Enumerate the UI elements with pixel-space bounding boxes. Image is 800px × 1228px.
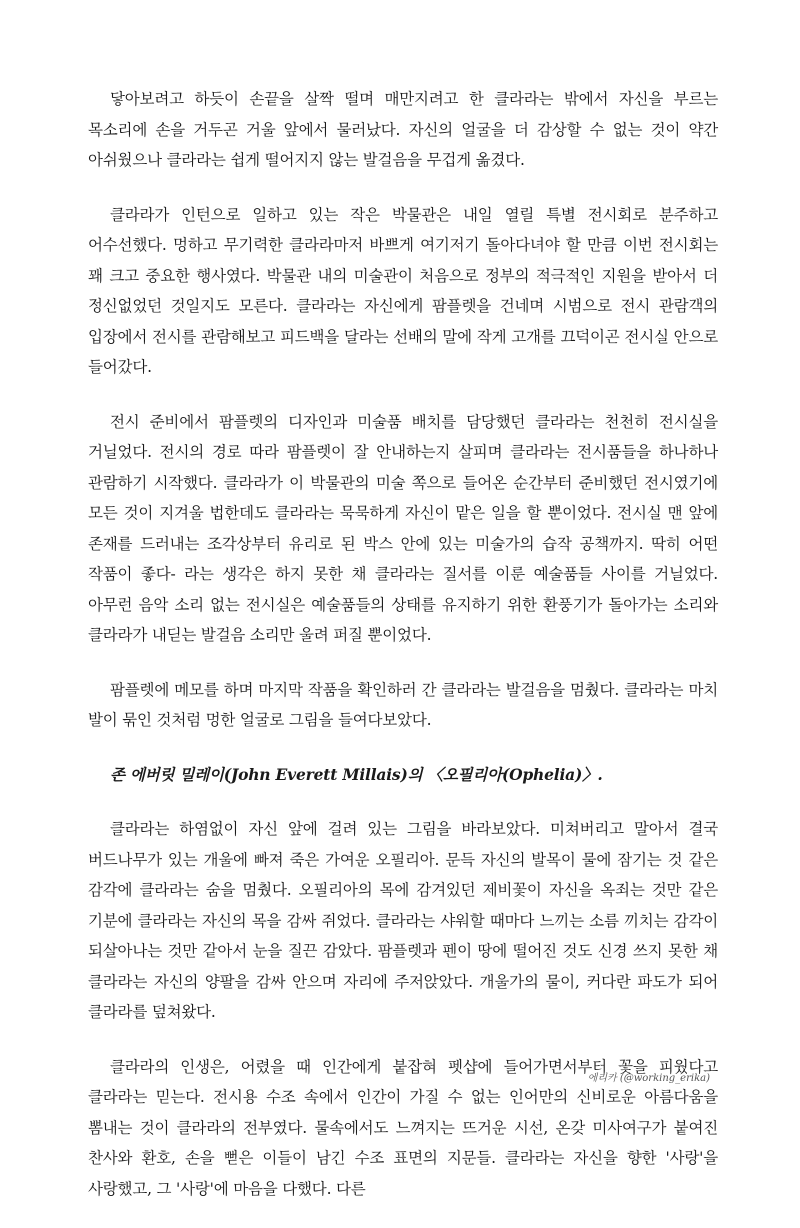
page-body xyxy=(88,84,718,1228)
author-credit: 에리카 (@working_erika) xyxy=(587,1073,710,1084)
paragraph-1: 닿아보려고 하듯이 손끝을 살짝 떨며 매만지려고 한 클라라는 밖에서 자신을 부르는 목소리에 손을 거두곤 거울 앞에서 물러났다. 자신의 얼굴을 더 감상할 수 없는 것이 약간 아쉬웠으나 클라라는 쉽게 떨어지지 않는 발걸음을 무겁게 옮겼다. xyxy=(88,90,718,169)
paragraph-5: 클라라는 하염없이 자신 앞에 걸려 있는 그림을 바라보았다. 미쳐버리고 말아서 결국 버드나무가 있는 개울에 빠져 죽은 가여운 오필리아. 문득 자신의 발목이 물에 잠기는 것 같은 감각에 클라라는 숨을 멈췄다. 오필리아의 목에 감겨있던 제비꽃이 자신을 옥죄는 것만 같은 기분에 클라라는 자신의 목을 감싸 쥐었다. 클라라는 샤워할 때마다 느끼는 소름 끼치는 감각이 되살아나는 것만 같아서 눈을 질끈 감았다. 팜플렛과 펜이 땅에 떨어진 것도 신경 쓰지 못한 채 클라라는 자신의 양팔을 감싸 안으며 자리에 주저앉았다. 개울가의 물이, 커다란 파도가 되어 클라라를 덮쳐왔다. xyxy=(88,820,718,1021)
paragraph-3: 전시 준비에서 팜플렛의 디자인과 미술품 배치를 담당했던 클라라는 천천히 전시실을 거닐었다. 전시의 경로 따라 팜플렛이 잘 안내하는지 살피며 클라라는 전시품들을 하나하나 관람하기 시작했다. 클라라가 이 박물관의 미술 쪽으로 들어온 순간부터 준비했던 전시였기에 모든 것이 지겨울 법한데도 클라라는 묵묵하게 자신이 맡은 일을 할 뿐이었다. 전시실 맨 앞에 존재를 드러내는 조각상부터 유리로 된 박스 안에 있는 미술가의 습작 공책까지. 딱히 어떤 작품이 좋다- 라는 생각은 하지 못한 채 클라라는 질서를 이룬 예술품들 사이를 거닐었다. 아무런 음악 소리 없는 전시실은 예술품들의 상태를 유지하기 위한 환풍기가 돌아가는 소리와 클라라가 내딛는 발걸음 소리만 울려 퍼질 뿐이었다. xyxy=(88,412,718,644)
paragraph-6: 클라라의 인생은, 어렸을 때 인간에게 붙잡혀 펫샵에 들어가면서부터 꽃을 피웠다고 클라라는 믿는다. 전시용 수조 속에서 인간이 가질 수 없는 인어만의 신비로운 아름다움을 뽐내는 것이 클라라의 전부였다. 물속에서도 느껴지는 뜨거운 시선, 온갖 미사여구가 붙여진 찬사와 환호, 손을 뻗은 이들이 남긴 수조 표면의 지문들. 클라라는 자신을 향한 '사랑'을 사랑했고, 그 '사랑'에 마음을 다했다. 다른 xyxy=(88,1057,718,1198)
artwork-title: 존 에버릿 밀레이(John Everett Millais)의 〈오필리아(Ophelia)〉. xyxy=(110,764,603,784)
paragraph-4: 팜플렛에 메모를 하며 마지막 작품을 확인하러 간 클라라는 발걸음을 멈췄다. 클라라는 마치 발이 묶인 것처럼 멍한 얼굴로 그림을 들여다보았다. xyxy=(88,680,718,729)
paragraph-2: 클라라가 인턴으로 일하고 있는 작은 박물관은 내일 열릴 특별 전시회로 분주하고 어수선했다. 멍하고 무기력한 클라라마저 바쁘게 여기저기 돌아다녀야 할 만큼 이번 전시회는 꽤 크고 중요한 행사였다. 박물관 내의 미술관이 처음으로 정부의 적극적인 지원을 받아서 더 정신없었던 것일지도 모른다. 클라라는 자신에게 팜플렛을 건네며 시범으로 전시 관람객의 입장에서 전시를 관람해보고 피드백을 달라는 선배의 말에 작게 고개를 끄덕이곤 전시실 안으로 들어갔다. xyxy=(88,205,718,376)
